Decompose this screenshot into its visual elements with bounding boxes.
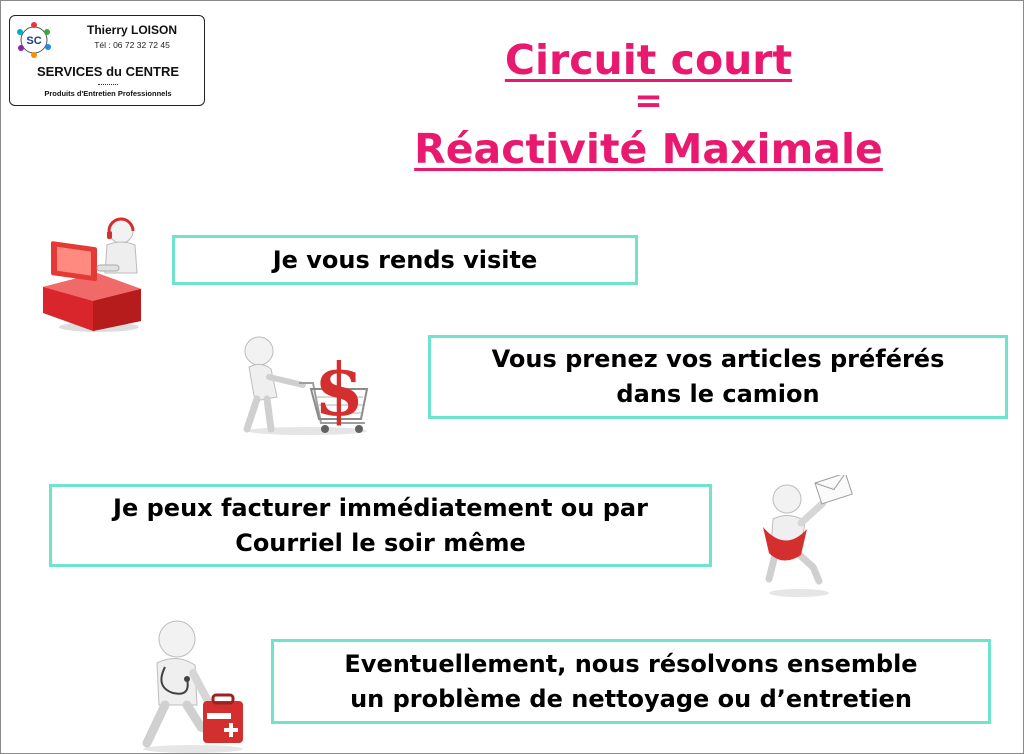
step-line: Je vous rends visite (272, 245, 538, 274)
title-equals: = (634, 81, 663, 121)
step-line: Vous prenez vos articles préférés (491, 345, 945, 373)
step-text (492, 342, 945, 412)
logo-card (9, 15, 205, 106)
step-line: un problème de nettoyage ou d’entretien (350, 684, 912, 713)
logo-monogram: SC (26, 35, 42, 47)
step-text (113, 491, 648, 561)
shopping-cart-dollar-icon (237, 331, 377, 435)
svg-text:$: $ (313, 347, 365, 432)
step-text (273, 243, 538, 278)
company-tagline: Produits d'Entretien Professionnels (44, 89, 172, 98)
company-logo-icon (14, 20, 54, 60)
step-box-cleaning (271, 639, 991, 724)
step-line: Eventuellement, nous résolvons ensemble (344, 649, 918, 678)
step-line: Je peux facturer immédiatement ou par (113, 493, 648, 522)
contact-phone: Tél : 06 72 32 72 45 (94, 40, 170, 50)
step-box-articles (428, 335, 1008, 419)
step-line: Courriel le soir même (235, 528, 526, 557)
first-aid-runner-icon (129, 617, 267, 753)
step-line: dans le camion (616, 380, 820, 408)
step-box-visit (172, 235, 638, 285)
step-text (344, 647, 917, 717)
title-line-2: Réactivité Maximale (414, 125, 883, 173)
company-name: SERVICES du CENTRE (36, 64, 180, 79)
step-box-invoice (49, 484, 712, 567)
mail-runner-icon (749, 475, 853, 597)
receptionist-icon (37, 209, 147, 333)
contact-name: Thierry LOISON (86, 23, 178, 37)
logo-divider (98, 84, 118, 85)
title-line-1: Circuit court (504, 36, 793, 84)
